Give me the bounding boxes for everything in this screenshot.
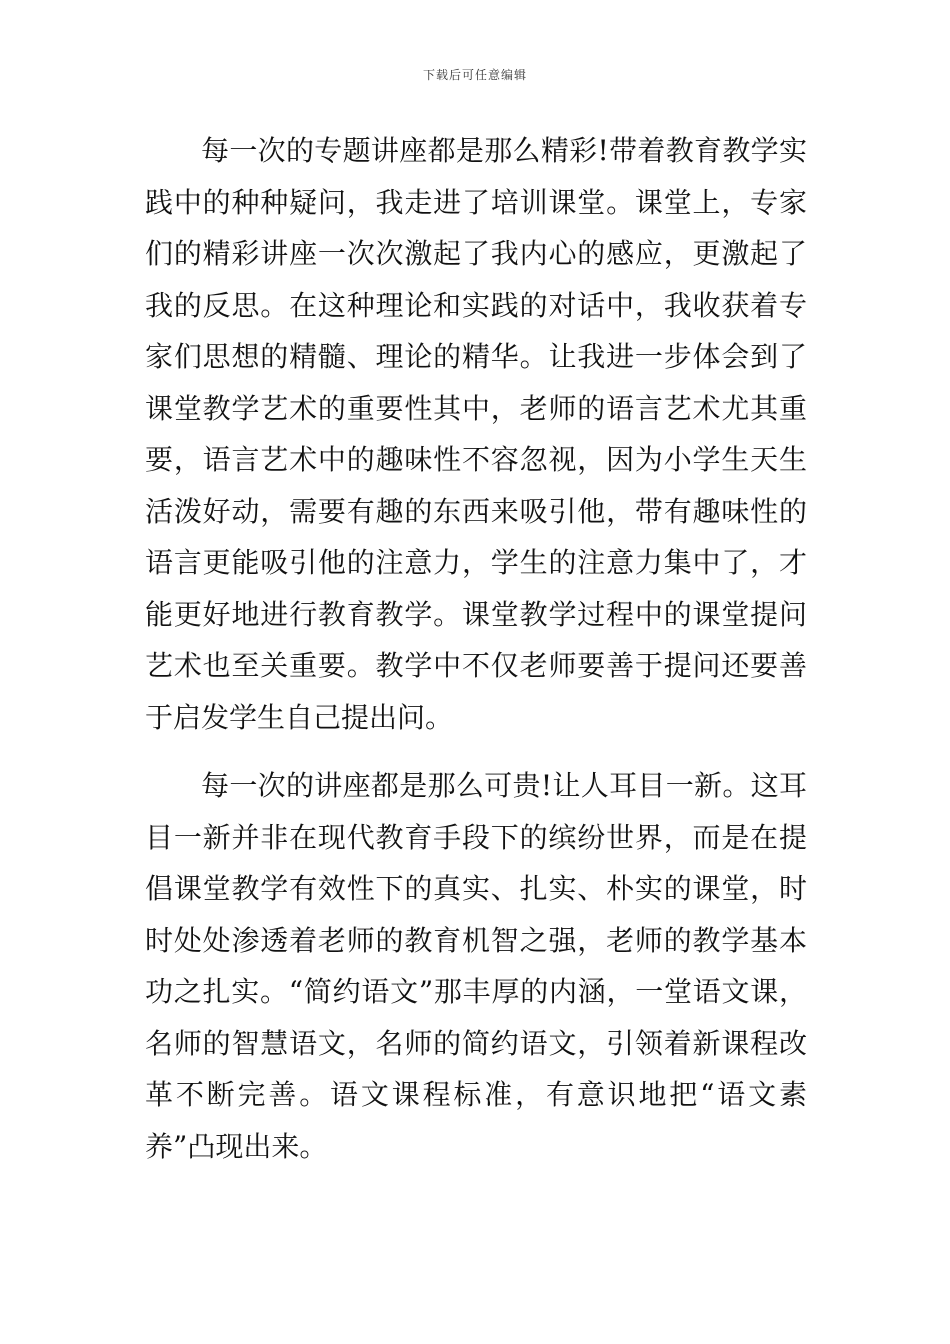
download-note: 下载后可任意编辑 [422, 68, 527, 82]
body-paragraph-1: 每一次的专题讲座都是那么精彩!带着教育教学实践中的种种疑问，我走进了培训课堂。课堂上，专家们的精彩讲座一次次激起了我内心的感应，更激起了我的反思。在这种理论和实践的对话中，我收获着专家们思想的精髓、理论的精华。让我进一步体会到了课堂教学艺术的重要性其中，老师的语言艺术尤其重要，语言艺术中的趣味性不容忽视，因为小学生天生活泼好动，需要有趣的东西来吸引他，带有趣味性的语言更能吸引他的注意力，学生的注意力集中了，才能更好地进行教育教学。课堂教学过程中的课堂提问艺术也至关重要。教学中不仅老师要善于提问还要善于启发学生自己提出问。 [145, 134, 807, 734]
body-paragraph-2: 每一次的讲座都是那么可贵!让人耳目一新。这耳目一新并非在现代教育手段下的缤纷世界，而是在提倡课堂教学有效性下的真实、扎实、朴实的课堂，时时处处渗透着老师的教育机智之强，老师的教学基本功之扎实。“简约语文”那丰厚的内涵，一堂语文课，名师的智慧语文，名师的简约语文，引领着新课程改革不断完善。语文课程标准，有意识地把“语文素养”凸现出来。 [145, 769, 807, 1163]
